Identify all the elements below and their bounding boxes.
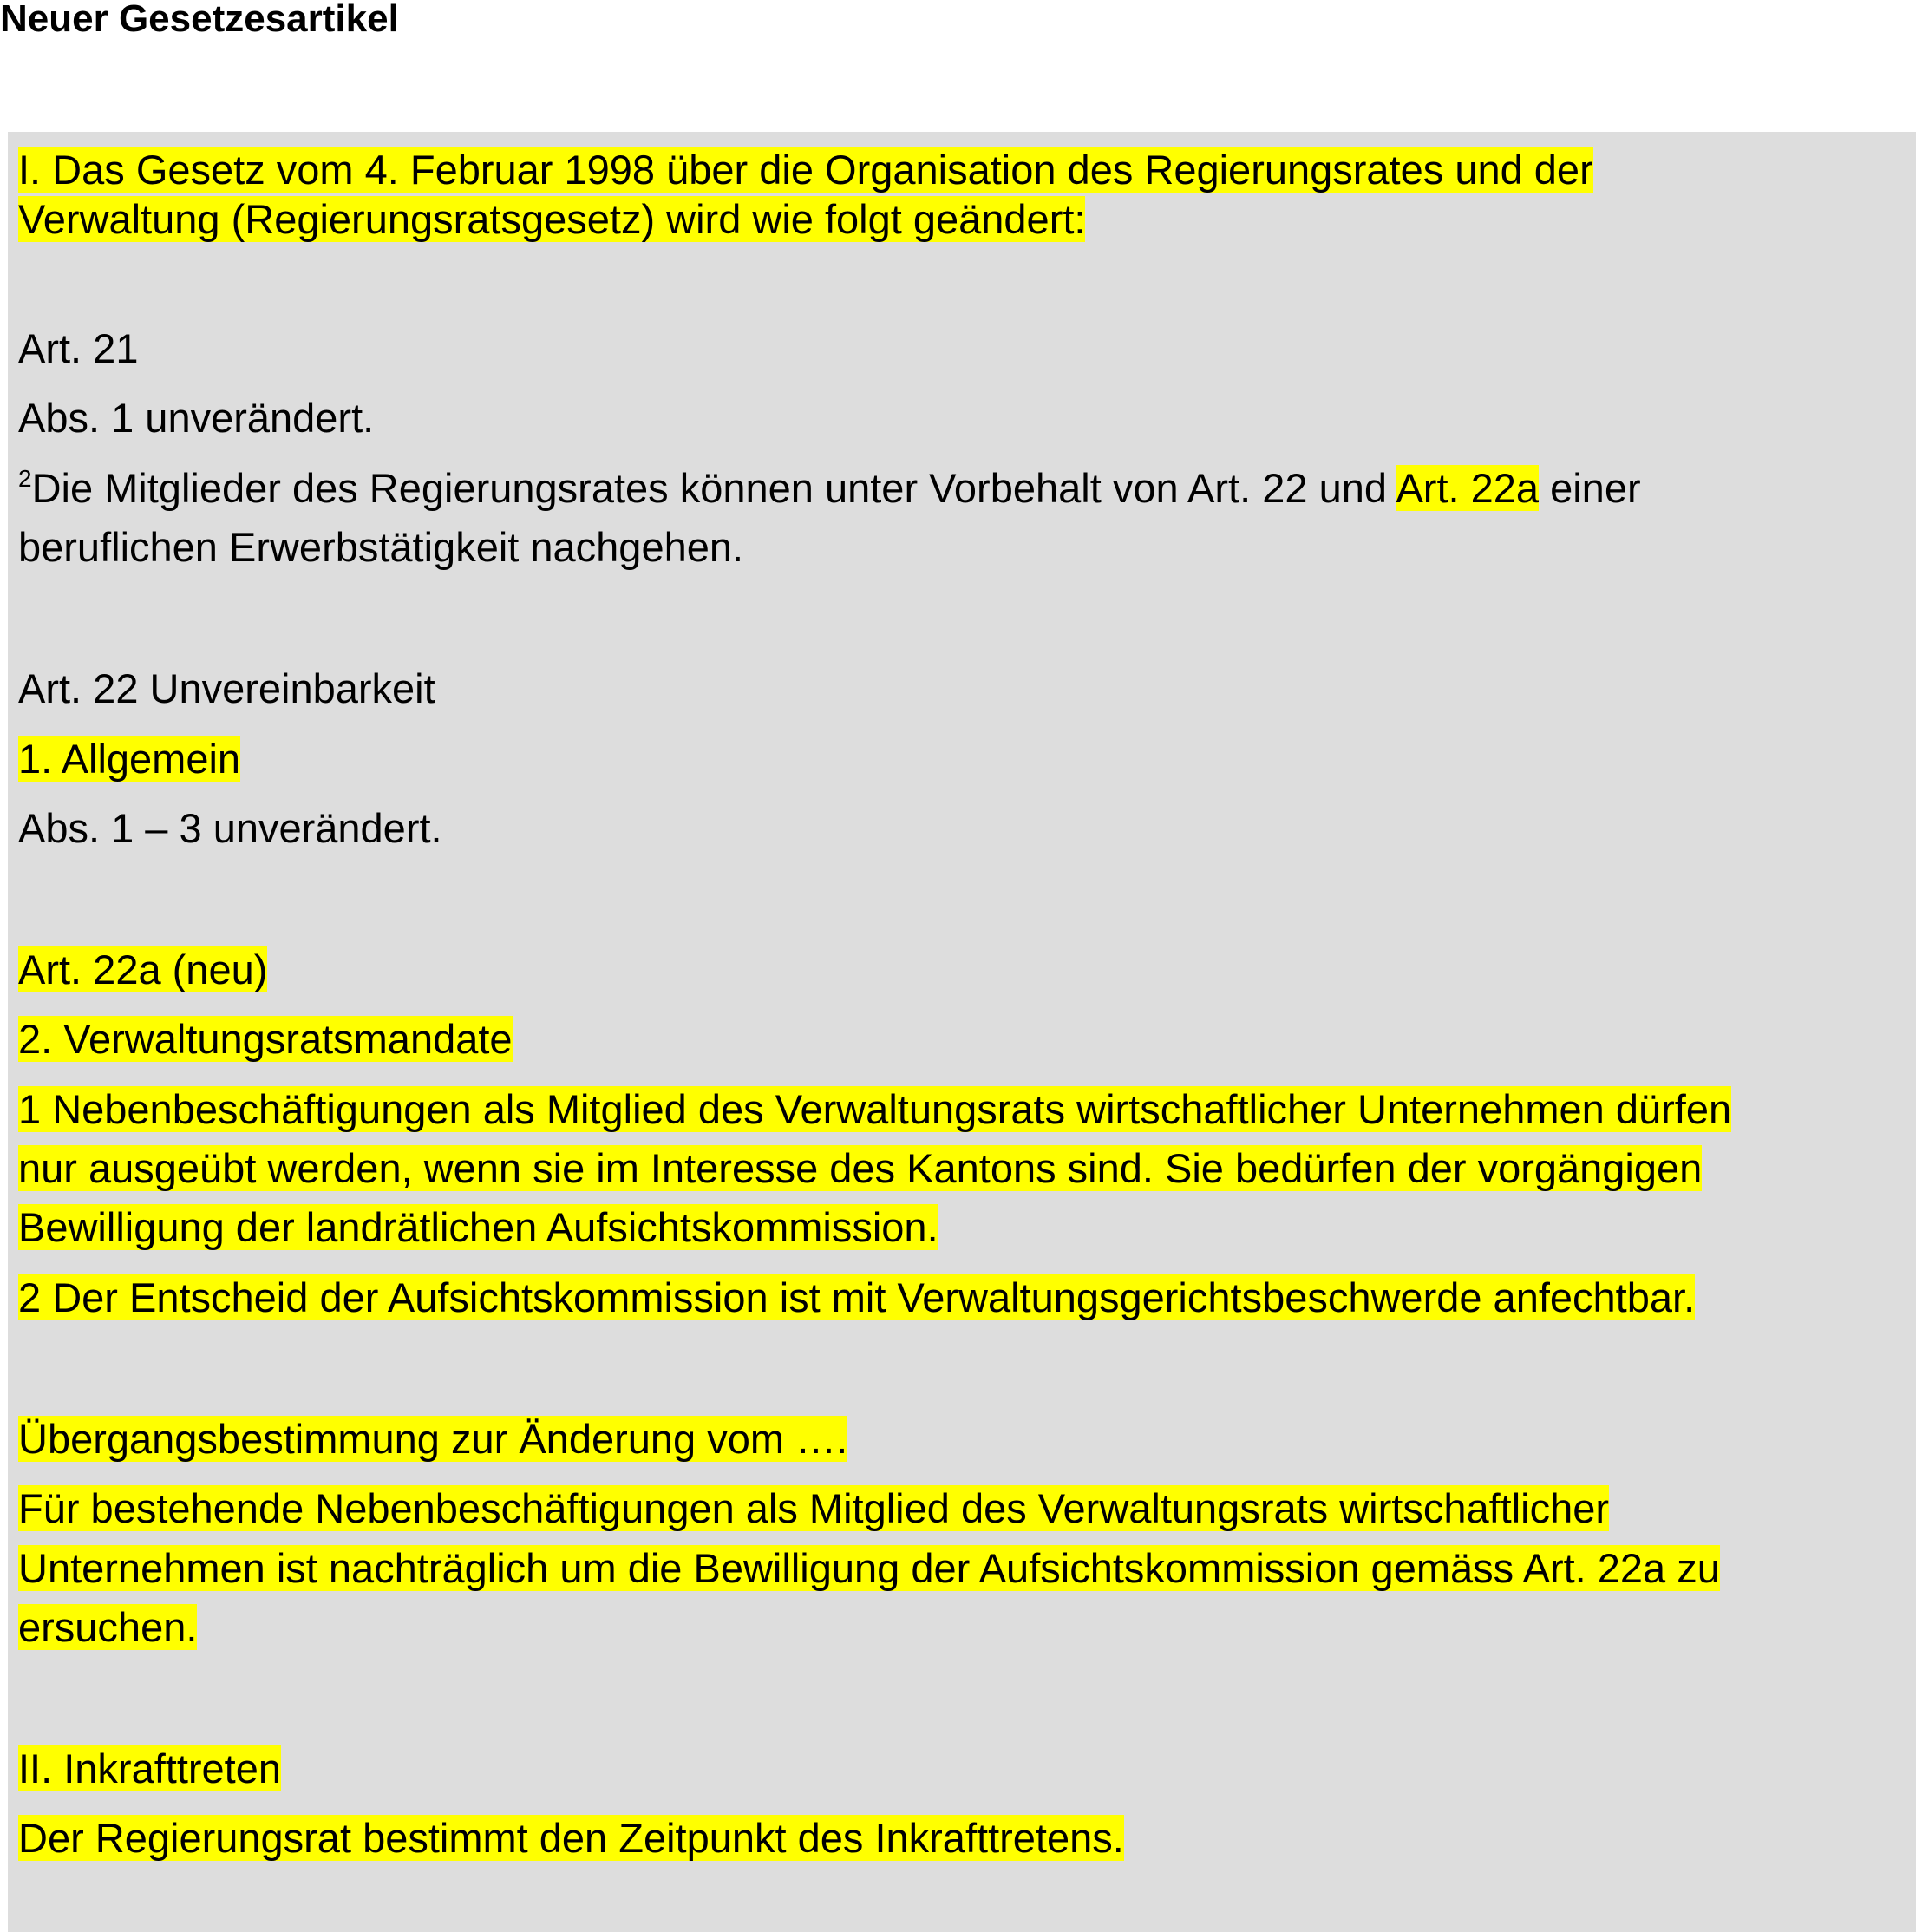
art21-abs2-line-1 (18, 459, 1641, 518)
art22a-abs1-line-3-text: Bewilligung der landrätlichen Aufsichtskommission. (18, 1204, 938, 1250)
art21-abs2-text-a: Die Mitglieder des Regierungsrates können unter Vorbehalt von Art. 22 und (31, 465, 1396, 511)
art21-abs2-line-2: beruflichen Erwerbstätigkeit nachgehen. (18, 524, 744, 570)
art22a-subheading-text: 2. Verwaltungsratsmandate (18, 1016, 513, 1062)
art21-abs2-superscript: 2 (18, 465, 32, 492)
intro-line-2-text: Verwaltung (Regierungsratsgesetz) wird wie folgt geändert: (18, 196, 1086, 242)
effective-text (18, 1809, 1124, 1868)
transition-line-1 (18, 1479, 1609, 1538)
art22a-abs1-line-1-text: 1 Nebenbeschäftigungen als Mitglied des Verwaltungsrats wirtschaftlicher Unternehmen dürfen (18, 1086, 1732, 1132)
art22-abs: Abs. 1 – 3 unverändert. (18, 805, 442, 851)
transition-line-2 (18, 1539, 1720, 1598)
art21-abs1: Abs. 1 unverändert. (18, 395, 375, 441)
transition-line-2-text: Unternehmen ist nachträglich um die Bewilligung der Aufsichtskommission gemäss Art. 22a zu (18, 1545, 1720, 1591)
transition-heading-text: Übergangsbestimmung zur Änderung vom …. (18, 1416, 848, 1462)
art21-abs2-text-b: einer (1539, 465, 1641, 511)
effective-text-content: Der Regierungsrat bestimmt den Zeitpunkt des Inkrafttretens. (18, 1815, 1124, 1861)
art22a-abs1-line-2-text: nur ausgeübt werden, wenn sie im Interesse des Kantons sind. Sie bedürfen der vorgängigen (18, 1145, 1703, 1191)
art21-heading: Art. 21 (18, 325, 139, 371)
art22a-abs2-text: 2 Der Entscheid der Aufsichtskommission ist mit Verwaltungsgerichtsbeschwerde anfechtbar. (18, 1274, 1696, 1320)
art22a-heading-text: Art. 22a (neu) (18, 946, 268, 992)
effective-heading (18, 1739, 281, 1798)
transition-line-3-text: ersuchen. (18, 1604, 198, 1650)
transition-line-3 (18, 1598, 197, 1657)
art22a-abs2 (18, 1268, 1695, 1327)
art22-heading: Art. 22 Unvereinbarkeit (18, 665, 435, 711)
amendment-text-box (8, 132, 1916, 1932)
art22a-abs1-line-3 (18, 1198, 938, 1257)
art22a-heading (18, 940, 267, 999)
art22-subheading-text: 1. Allgemein (18, 736, 241, 782)
transition-heading (18, 1410, 847, 1469)
document-title: Neuer Gesetzesartikel (0, 0, 399, 40)
effective-heading-text: II. Inkrafttreten (18, 1745, 282, 1791)
art21-abs2-reference: Art. 22a (1396, 465, 1540, 511)
art22-subheading (18, 730, 240, 789)
intro-line-1-text: I. Das Gesetz vom 4. Februar 1998 über die Organisation des Regierungsrates und der (18, 147, 1593, 193)
art22a-abs1-line-2 (18, 1139, 1702, 1198)
art22a-abs1-line-1 (18, 1080, 1731, 1139)
intro-line-2 (18, 190, 1085, 249)
art22a-subheading (18, 1010, 513, 1069)
transition-line-1-text: Für bestehende Nebenbeschäftigungen als Mitglied des Verwaltungsrats wirtschaftlicher (18, 1485, 1610, 1531)
